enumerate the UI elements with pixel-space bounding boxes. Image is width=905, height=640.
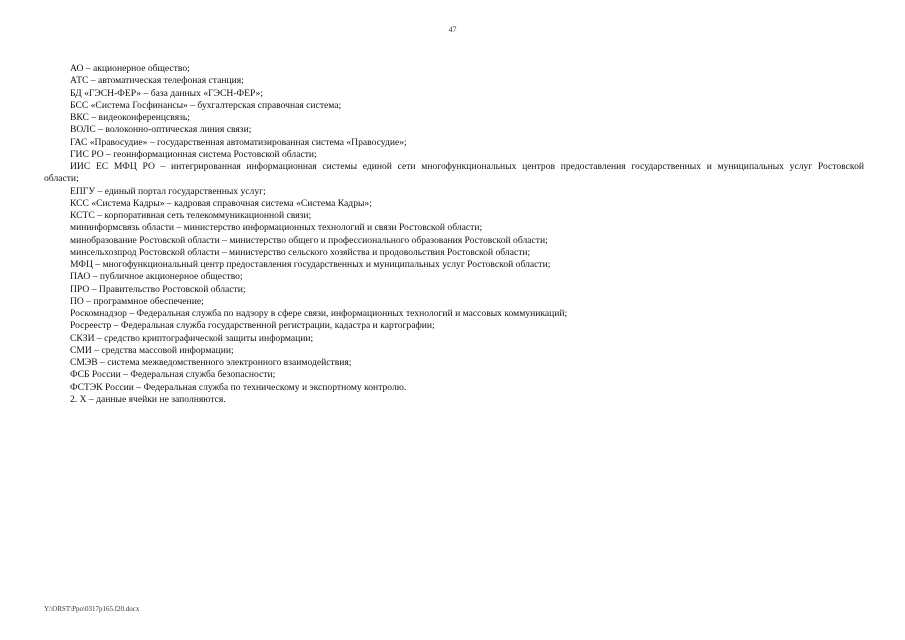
list-item: АО – акционерное общество; bbox=[70, 63, 190, 74]
list-item: ВКС – видеоконференцсвязь; bbox=[70, 112, 190, 123]
list-item: БСС «Система Госфинансы» – бухгалтерская справочная система; bbox=[70, 99, 342, 111]
list-item: ПРО – Правительство Ростовской области; bbox=[70, 283, 246, 295]
list-item: Роскомнадзор – Федеральная служба по надзору в сфере связи, информационных технологий и массовых коммуникаций; bbox=[70, 308, 568, 319]
list-item: ФСБ России – Федеральная служба безопасности; bbox=[70, 369, 276, 381]
list-item: КСС «Система Кадры» – кадровая справочная система «Система Кадры»; bbox=[70, 197, 372, 209]
list-item: ВОЛС – волоконно-оптическая линия связи; bbox=[70, 124, 252, 136]
list-item: АТС – автоматическая телефоная станция; bbox=[70, 75, 244, 87]
list-item: СМЭВ – система межведомственного электронного взаимодействия; bbox=[70, 357, 352, 368]
list-item: Росреестр – Федеральная служба государственной регистрации, кадастра и картографии; bbox=[70, 320, 435, 332]
list-item: ГИС РО – геоинформационная система Ростовской области; bbox=[70, 148, 317, 160]
list-item: СМИ – средства массовой информации; bbox=[70, 344, 234, 356]
list-item: минсельхозпрод Ростовской области – министерство сельского хозяйства и продовольствия Ростовской области; bbox=[70, 246, 531, 258]
list-item: ПАО – публичное акционерное общество; bbox=[70, 271, 243, 283]
list-item: ИИС ЕС МФЦ РО – интегрированная информационная системы единой сети многофункциональных центров предоставления государственных и муниципальных услуг Ростовской области; bbox=[44, 161, 864, 185]
list-item: мининформсвязь области – министерство информационных технологий и связи Ростовской области; bbox=[70, 222, 483, 234]
list-item: минобразование Ростовской области – министерство общего и профессионального образования Ростовской области; bbox=[70, 234, 548, 246]
list-item: МФЦ – многофункциональный центр предоставления государственных и муниципальных услуг Ростовской области; bbox=[70, 259, 551, 270]
list-item: БД «ГЭСН-ФЕР» – база данных «ГЭСН-ФЕР»; bbox=[70, 87, 263, 99]
list-item: ГАС «Правосудие» – государственная автоматизированная система «Правосудие»; bbox=[70, 136, 407, 148]
list-item: КСТС – корпоративная сеть телекоммуникационной связи; bbox=[70, 210, 312, 221]
abbreviations-list bbox=[44, 63, 864, 406]
page-number: 47 bbox=[448, 25, 457, 34]
note-item: 2. Х – данные ячейки не заполняются. bbox=[70, 393, 226, 405]
list-item: ПО – программное обеспечение; bbox=[70, 295, 204, 307]
file-path-footer: Y:\ORST\Ppo\0317p165.f20.docx bbox=[44, 605, 140, 613]
list-item: ФСТЭК России – Федеральная служба по техническому и экспортному контролю. bbox=[70, 381, 407, 393]
list-item: ЕПГУ – единый портал государственных услуг; bbox=[70, 185, 266, 197]
list-item: СКЗИ – средство криптографической защиты информации; bbox=[70, 332, 314, 344]
